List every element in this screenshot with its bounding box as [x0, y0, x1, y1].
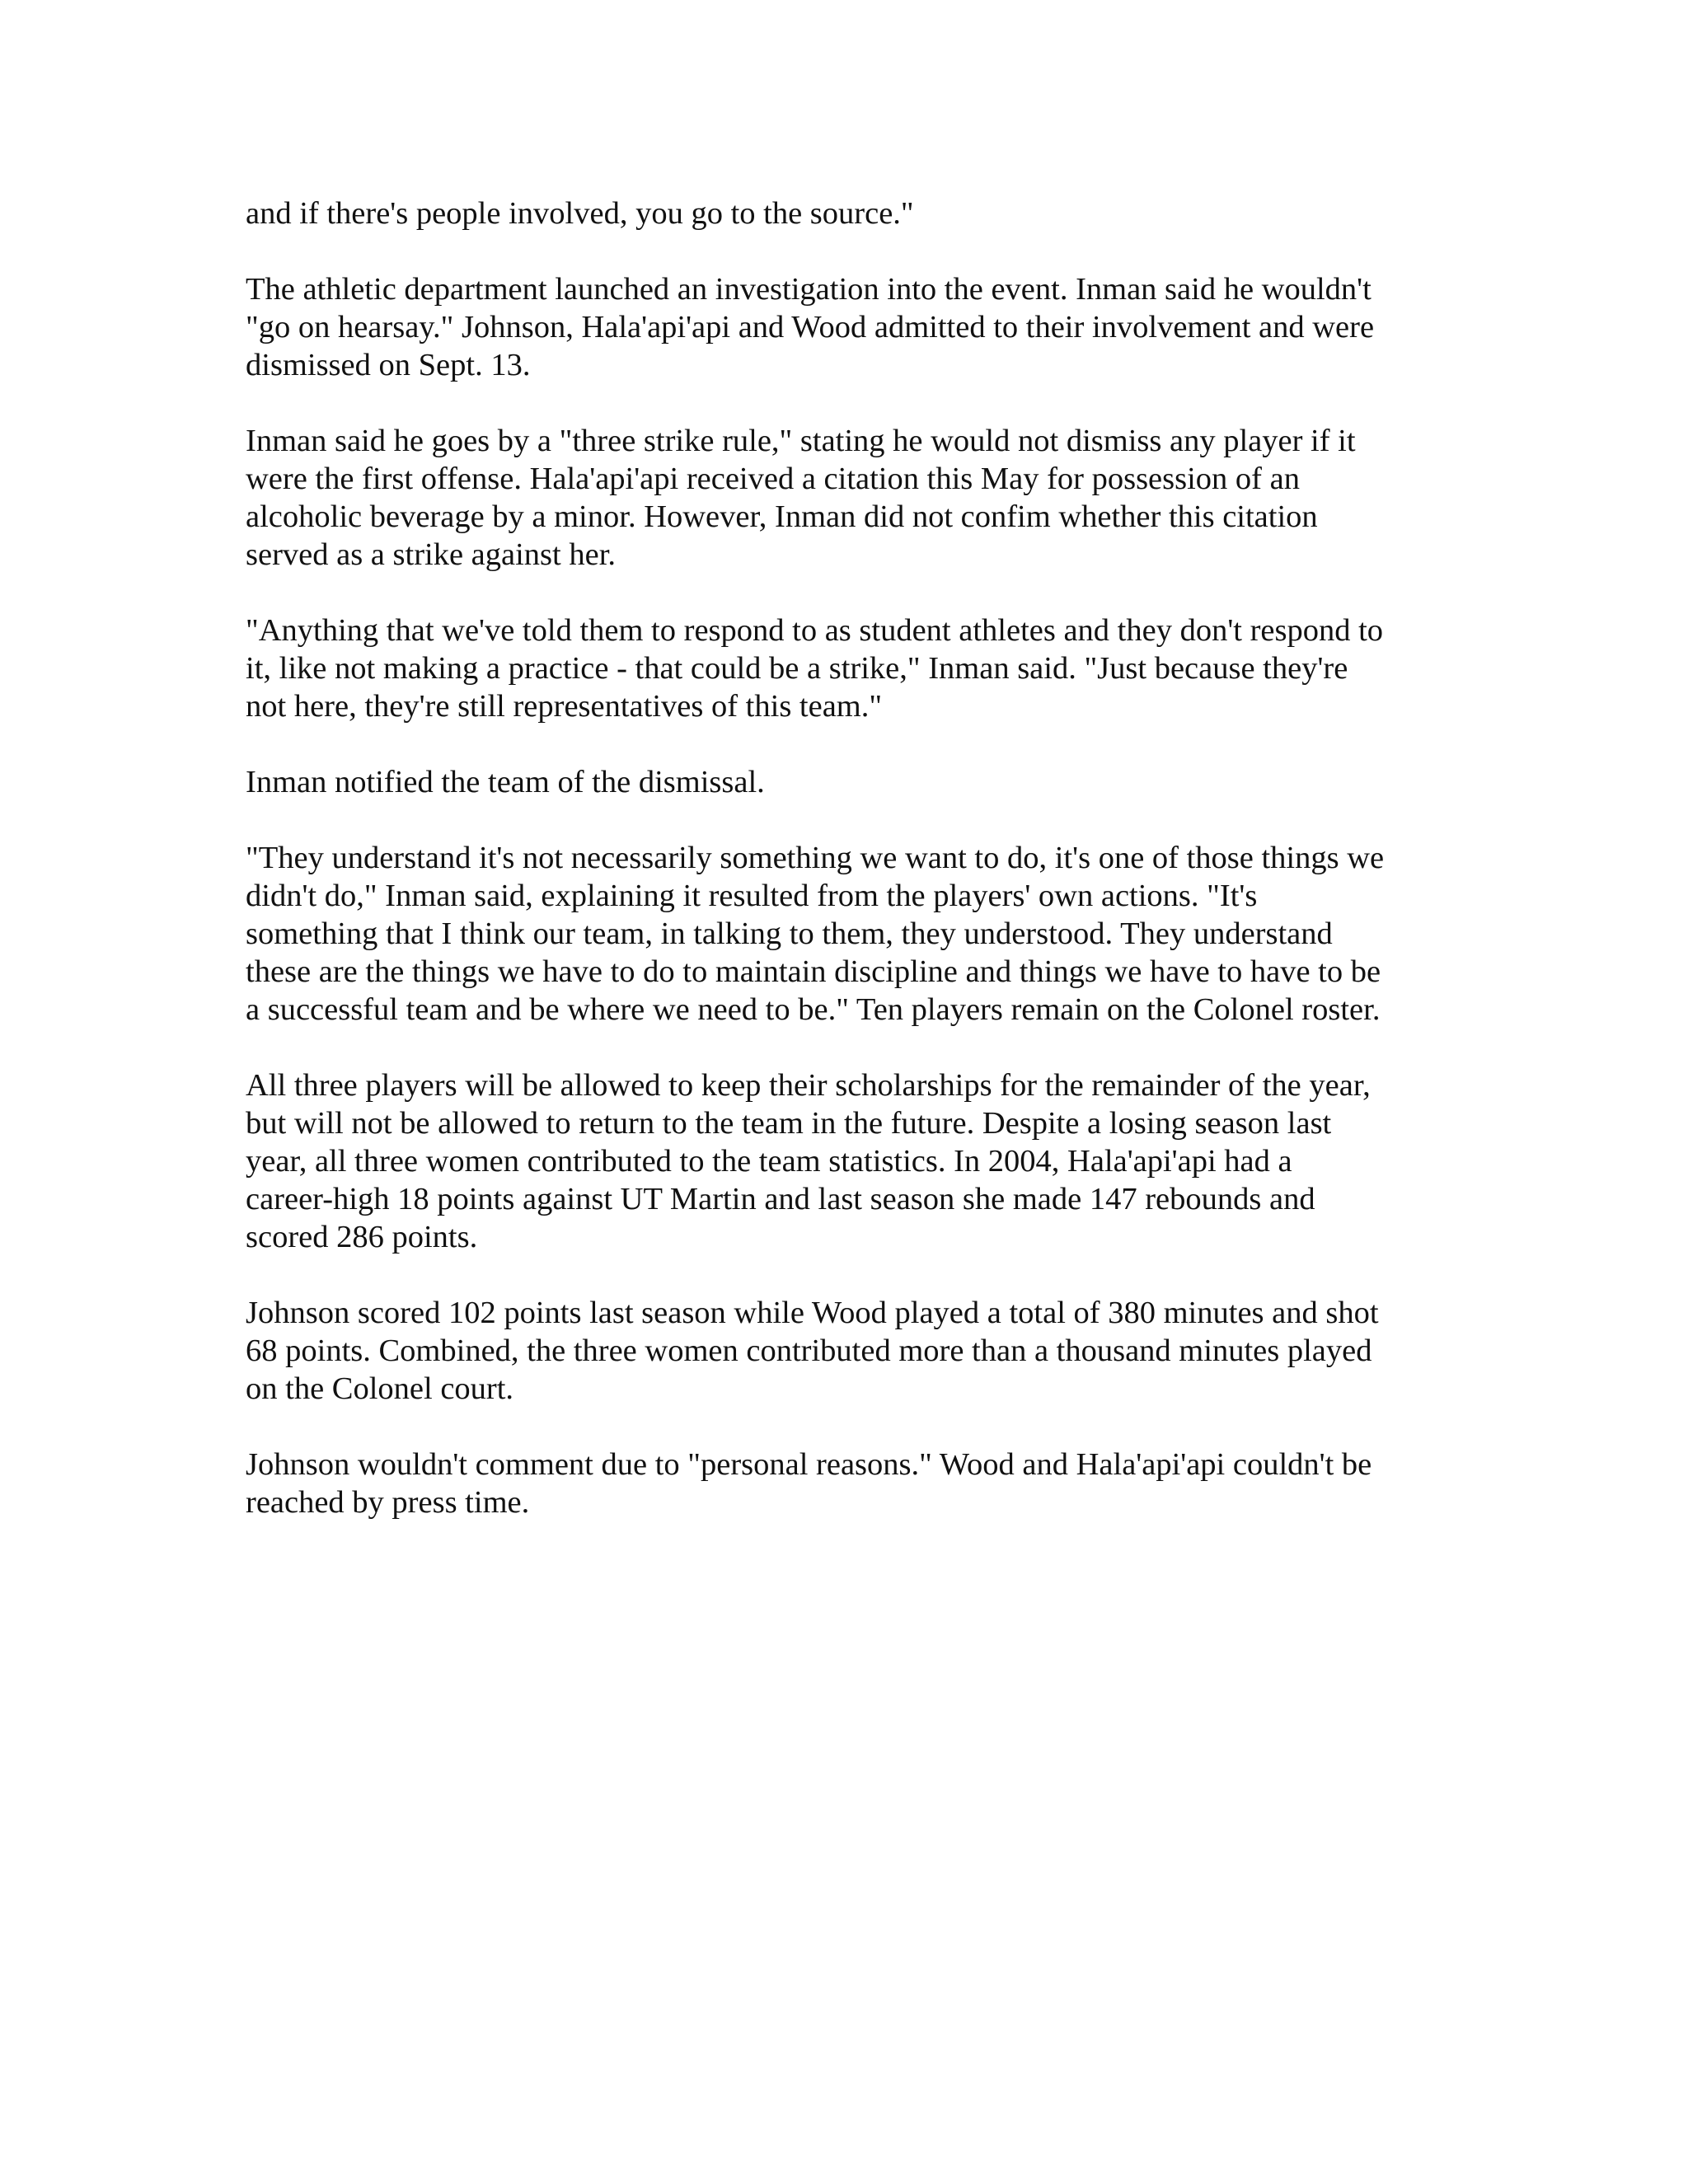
- paragraph-5: Inman notified the team of the dismissal.: [246, 765, 765, 799]
- paragraph-1: and if there's people involved, you go to the source.": [246, 196, 914, 231]
- paragraph-4: "Anything that we've told them to respond to as student athletes and they don't respond to it, like not making a practice - that could be a strike," Inman said. "Just because they're not here, they're still representatives of this team.": [246, 613, 1384, 724]
- paragraph-6: "They understand it's not necessarily something we want to do, it's one of those things we didn't do," Inman said, explaining it resulted from the players' own actions. "It's something that I think our team, in talking to them, they understood. They understand these are the things we have to do to maintain discipline and things we have to have to be a successful team and be where we need to be." Ten players remain on the Colonel roster.: [246, 841, 1385, 1027]
- paragraph-2: The athletic department launched an investigation into the event. Inman said he wouldn't "go on hearsay." Johnson, Hala'api'api and Wood admitted to their involvement and were dismissed on Sept. 13.: [246, 272, 1375, 382]
- paragraph-8: Johnson scored 102 points last season while Wood played a total of 380 minutes and shot 68 points. Combined, the three women contributed more than a thousand minutes played on the Colonel court.: [246, 1296, 1379, 1406]
- paragraph-7: All three players will be allowed to keep their scholarships for the remainder of the year, but will not be allowed to return to the team in the future. Despite a losing season last year, all three women contributed to the team statistics. In 2004, Hala'api'api had a career-high 18 points against UT Martin and last season she made 147 rebounds and scored 286 points.: [246, 1068, 1371, 1254]
- article-body: [246, 194, 1449, 1559]
- paragraph-3: Inman said he goes by a "three strike rule," stating he would not dismiss any player if it were the first offense. Hala'api'api received a citation this May for possession of an alcoholic beverage by a minor. However, Inman did not confim whether this citation served as a strike against her.: [246, 424, 1356, 572]
- paragraph-9: Johnson wouldn't comment due to "personal reasons." Wood and Hala'api'api couldn't be reached by press time.: [246, 1447, 1372, 1520]
